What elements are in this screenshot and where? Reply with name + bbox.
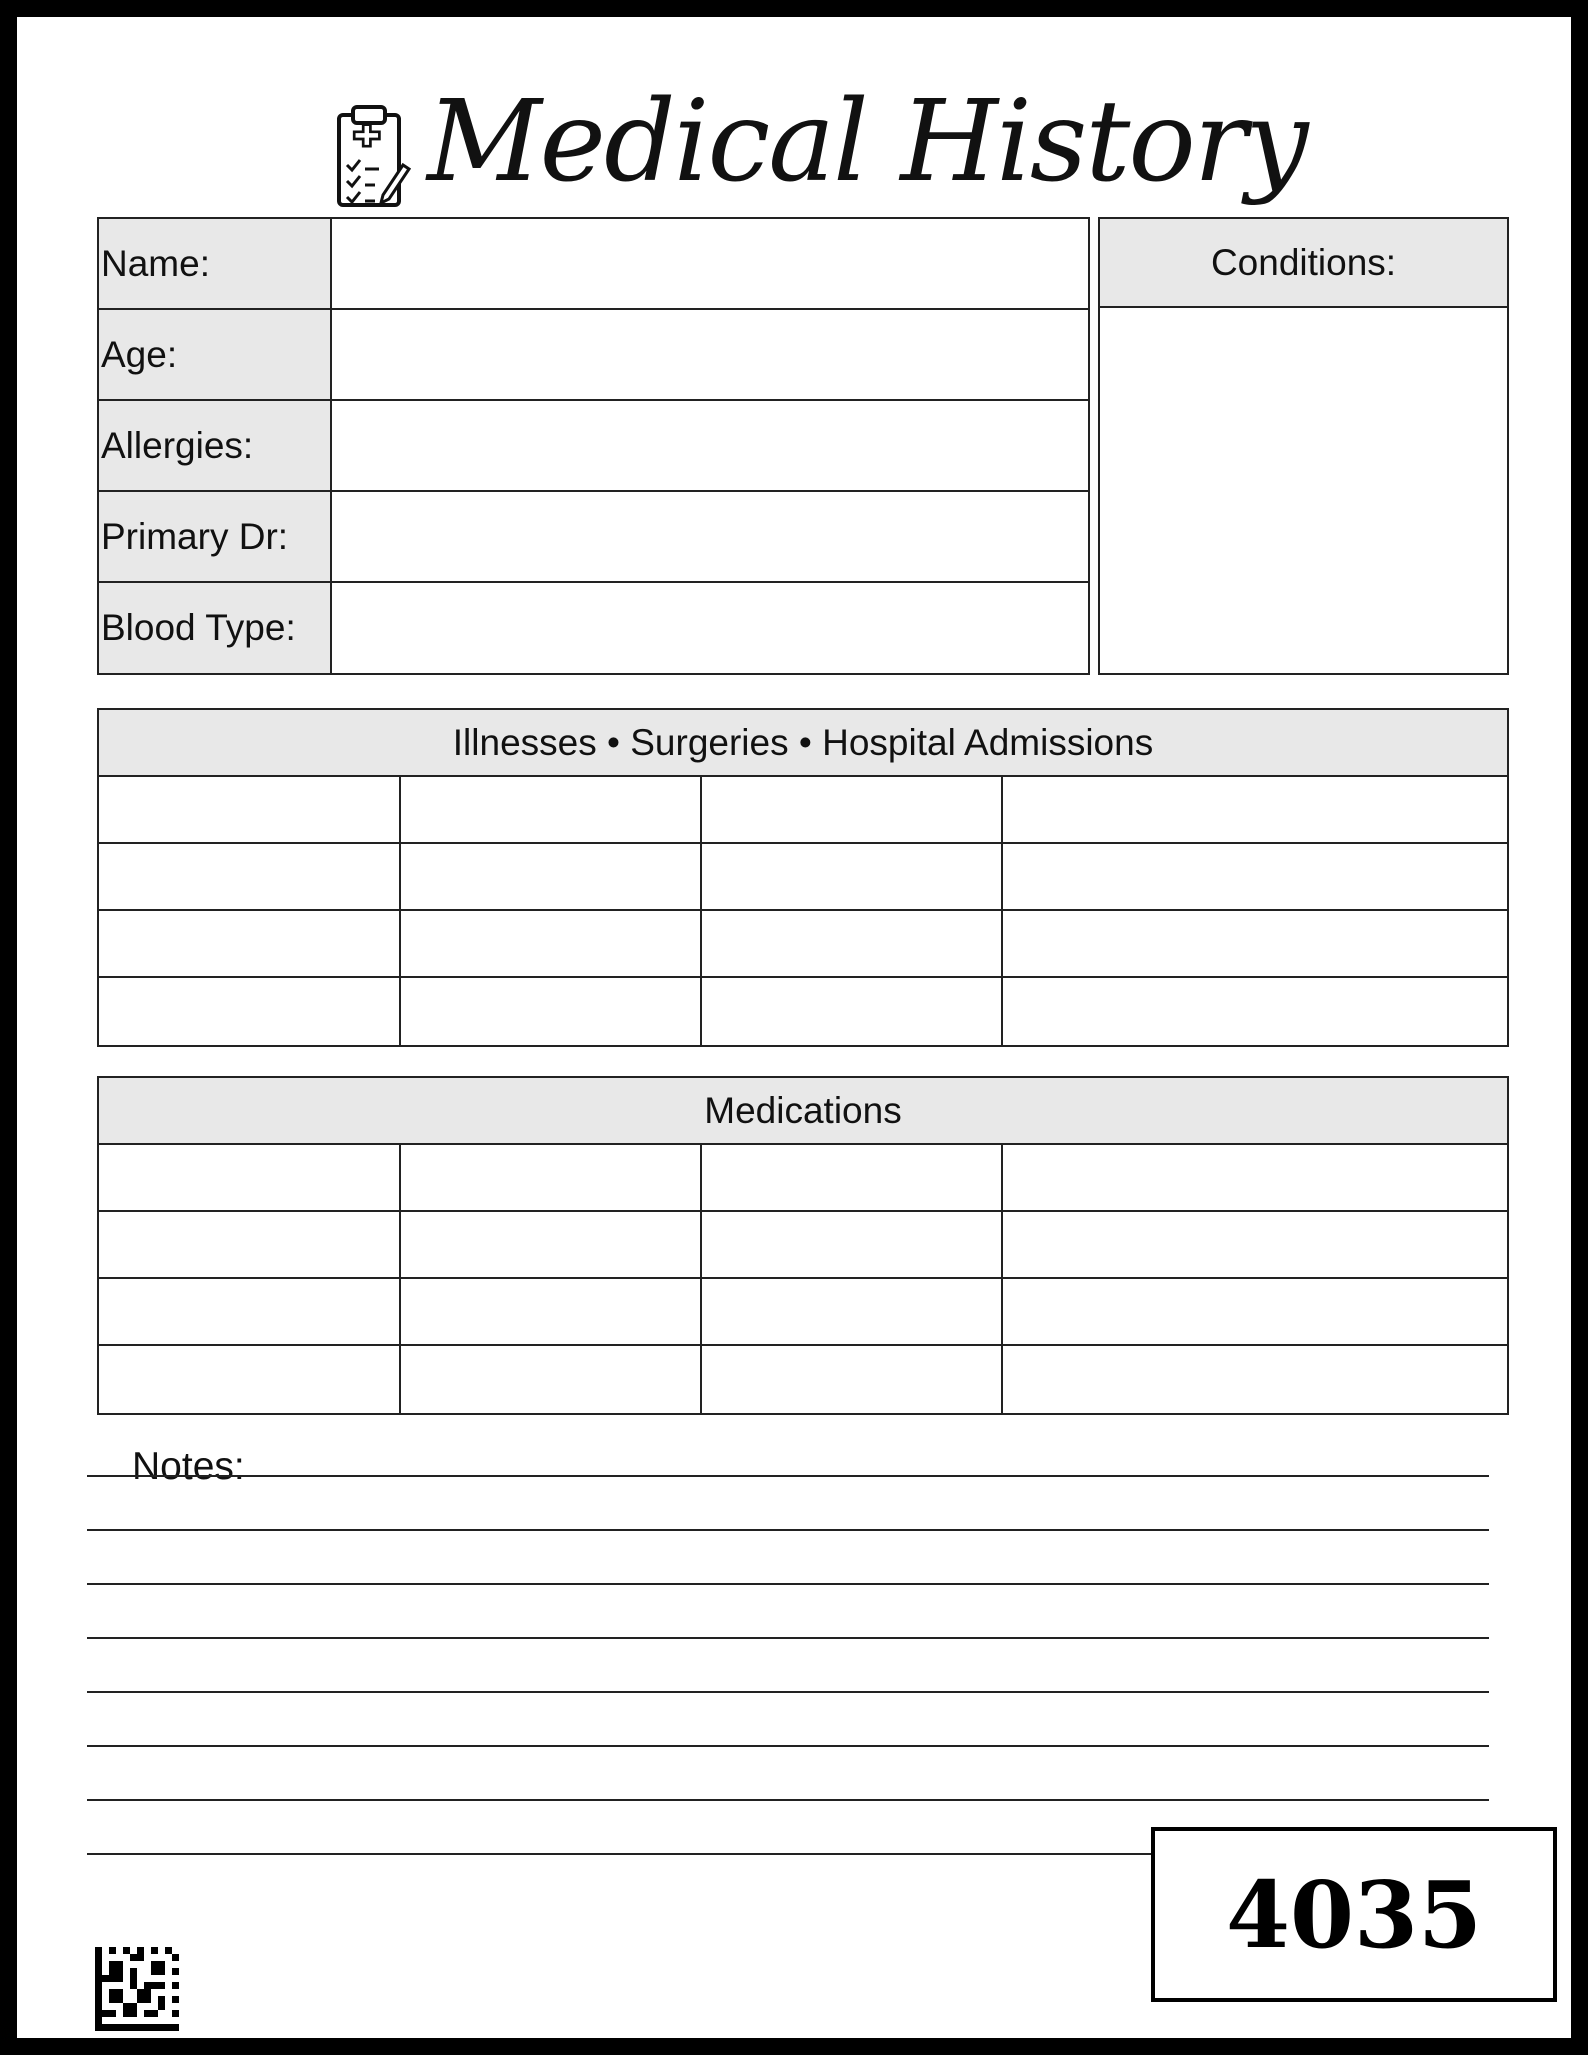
info-row-blood-type	[99, 583, 1088, 673]
table-row	[99, 978, 1507, 1045]
age-field[interactable]	[332, 310, 1088, 399]
personal-info-table	[97, 217, 1090, 675]
illnesses-header: Illnesses • Surgeries • Hospital Admissions	[99, 710, 1507, 777]
table-cell[interactable]	[99, 1279, 401, 1344]
table-cell[interactable]	[702, 978, 1003, 1045]
primary-dr-field[interactable]	[332, 492, 1088, 581]
table-cell[interactable]	[1003, 978, 1507, 1045]
table-cell[interactable]	[401, 777, 702, 842]
note-line[interactable]	[87, 1637, 1489, 1639]
table-cell[interactable]	[99, 844, 401, 909]
illnesses-table	[97, 708, 1509, 1047]
table-cell[interactable]	[702, 1145, 1003, 1210]
table-row	[99, 1346, 1507, 1413]
info-label: Primary Dr:	[99, 492, 332, 581]
medications-header: Medications	[99, 1078, 1507, 1145]
info-label: Blood Type:	[99, 583, 332, 673]
table-cell[interactable]	[1003, 911, 1507, 976]
table-cell[interactable]	[1003, 1346, 1507, 1413]
info-label: Allergies:	[99, 401, 332, 490]
table-row	[99, 777, 1507, 844]
table-cell[interactable]	[702, 911, 1003, 976]
page	[17, 17, 1571, 2038]
info-label: Name:	[99, 219, 332, 308]
table-cell[interactable]	[702, 1346, 1003, 1413]
table-row	[99, 1145, 1507, 1212]
notes-label: Notes:	[132, 1445, 245, 1488]
note-line[interactable]	[87, 1691, 1489, 1693]
page-number-box: 4035	[1151, 1827, 1557, 2002]
note-line[interactable]	[87, 1799, 1489, 1801]
blood-type-field[interactable]	[332, 583, 1088, 673]
note-line[interactable]	[87, 1475, 1489, 1477]
info-row-allergies	[99, 401, 1088, 492]
table-cell[interactable]	[401, 844, 702, 909]
info-row-age	[99, 310, 1088, 401]
table-cell[interactable]	[99, 777, 401, 842]
table-cell[interactable]	[401, 1145, 702, 1210]
clipboard-icon	[335, 103, 411, 217]
conditions-field[interactable]	[1100, 308, 1507, 673]
table-cell[interactable]	[99, 911, 401, 976]
table-cell[interactable]	[99, 1145, 401, 1210]
name-field[interactable]	[332, 219, 1088, 308]
table-cell[interactable]	[401, 978, 702, 1045]
table-cell[interactable]	[401, 1212, 702, 1277]
table-row	[99, 1279, 1507, 1346]
barcode-icon	[95, 1947, 179, 2031]
table-cell[interactable]	[99, 978, 401, 1045]
note-line[interactable]	[87, 1529, 1489, 1531]
table-cell[interactable]	[702, 844, 1003, 909]
conditions-box	[1098, 217, 1509, 675]
table-cell[interactable]	[1003, 844, 1507, 909]
table-cell[interactable]	[702, 1212, 1003, 1277]
table-cell[interactable]	[1003, 1279, 1507, 1344]
note-line[interactable]	[87, 1583, 1489, 1585]
table-cell[interactable]	[401, 1346, 702, 1413]
table-cell[interactable]	[401, 911, 702, 976]
table-cell[interactable]	[401, 1279, 702, 1344]
table-cell[interactable]	[99, 1212, 401, 1277]
table-cell[interactable]	[1003, 1145, 1507, 1210]
info-row-primary-dr	[99, 492, 1088, 583]
table-cell[interactable]	[99, 1346, 401, 1413]
table-cell[interactable]	[1003, 1212, 1507, 1277]
allergies-field[interactable]	[332, 401, 1088, 490]
table-cell[interactable]	[1003, 777, 1507, 842]
info-row-name	[99, 219, 1088, 310]
medications-table	[97, 1076, 1509, 1415]
conditions-header: Conditions:	[1100, 219, 1507, 308]
table-cell[interactable]	[702, 1279, 1003, 1344]
table-row	[99, 1212, 1507, 1279]
table-cell[interactable]	[702, 777, 1003, 842]
table-row	[99, 911, 1507, 978]
page-title: Medical History	[427, 77, 1307, 207]
table-row	[99, 844, 1507, 911]
info-label: Age:	[99, 310, 332, 399]
note-line[interactable]	[87, 1745, 1489, 1747]
